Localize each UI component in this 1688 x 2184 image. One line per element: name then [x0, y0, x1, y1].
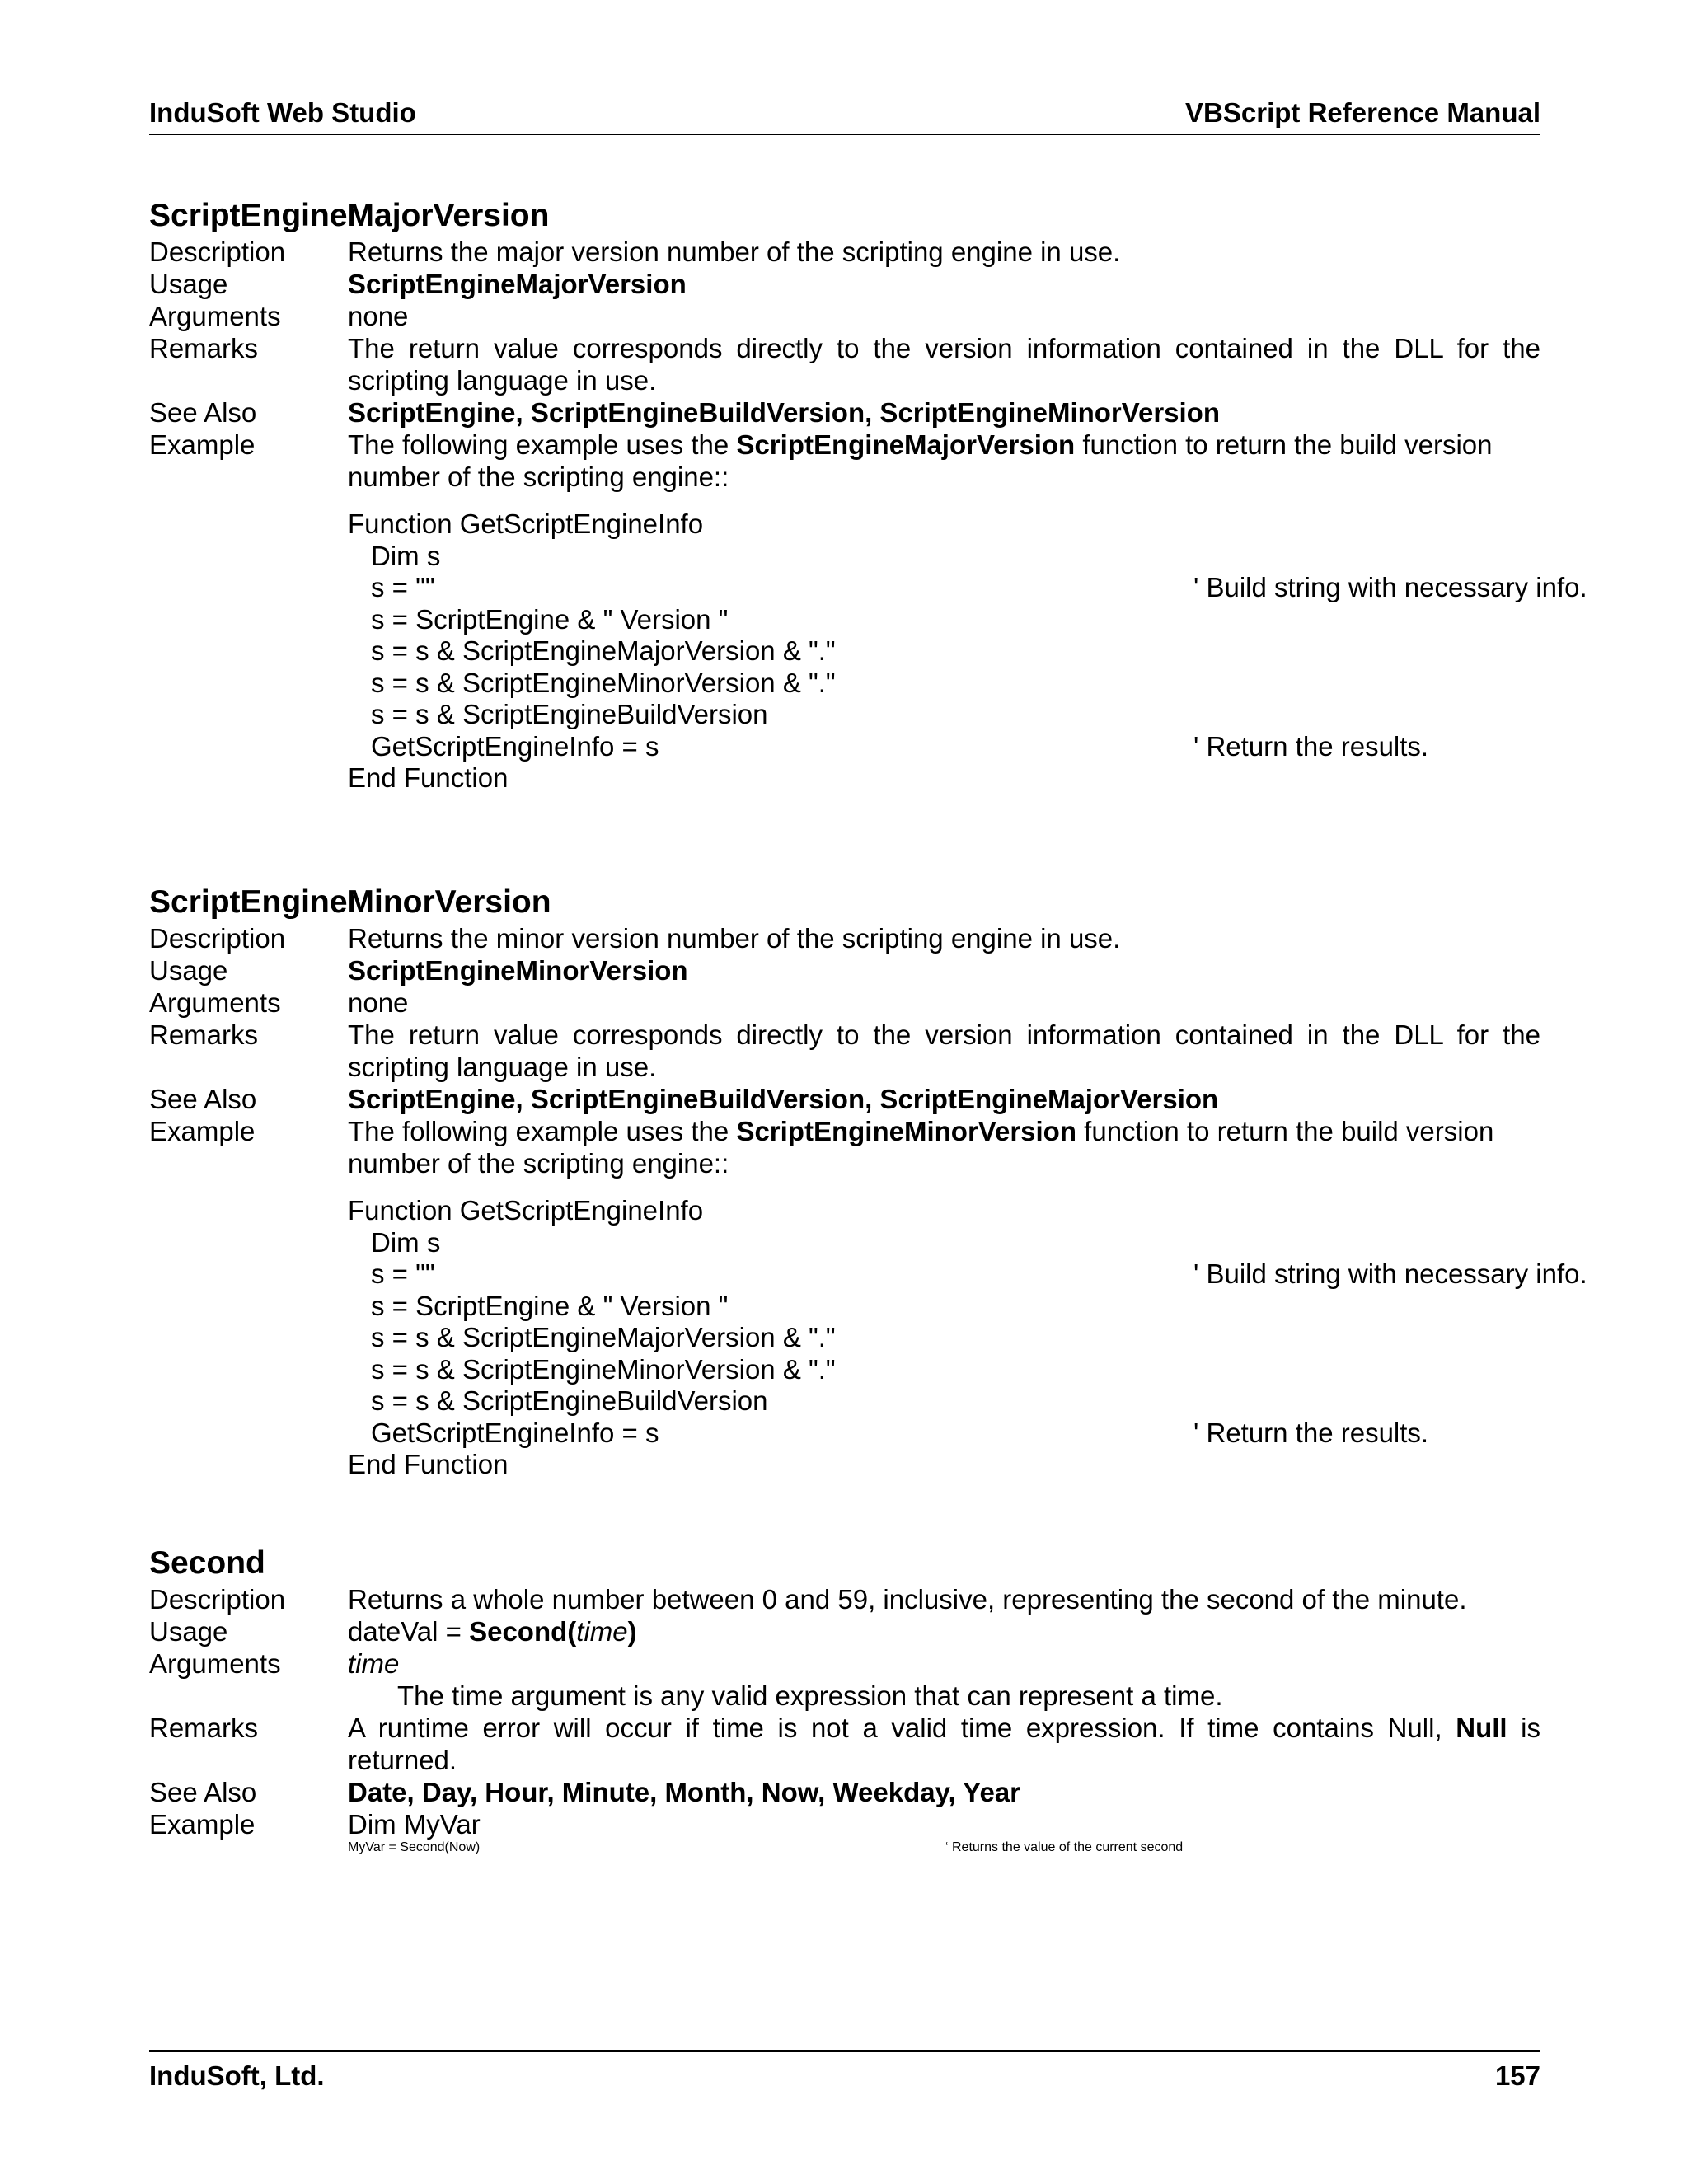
example-line: Dim MyVar [348, 1809, 481, 1840]
section-title: ScriptEngineMajorVersion [149, 198, 550, 233]
header-manual-title: VBScript Reference Manual [1185, 97, 1540, 128]
usage-label: Usage [149, 955, 228, 986]
usage-function: Second( [469, 1616, 577, 1647]
section-second [149, 1544, 1540, 1872]
remarks-label: Remarks [149, 1019, 259, 1050]
arguments-label: Arguments [149, 1648, 281, 1679]
arguments-row [149, 987, 1540, 1019]
usage-prefix: dateVal = [348, 1616, 470, 1647]
section-title: ScriptEngineMinorVersion [149, 884, 551, 920]
arguments-row [149, 1647, 1540, 1680]
example-intro [348, 1115, 1540, 1179]
usage-row [149, 268, 1540, 300]
remarks-null: Null [1456, 1713, 1507, 1743]
argument-description-row [149, 1680, 1540, 1712]
usage-argument: time [576, 1616, 628, 1647]
code-line: s = s & ScriptEngineMinorVersion & "." [371, 1353, 836, 1385]
example-row [149, 1808, 1540, 1840]
code-line: GetScriptEngineInfo = s ' Return the results. [371, 730, 1429, 762]
usage-text: ScriptEngineMinorVersion [348, 955, 688, 986]
usage-close-paren: ) [627, 1616, 637, 1647]
remarks-row [149, 332, 1540, 396]
example-code-line [149, 1840, 1540, 1872]
usage-row [149, 1615, 1540, 1647]
example-row [149, 429, 1540, 493]
usage-label: Usage [149, 1616, 228, 1647]
code-line: Dim s [371, 540, 441, 571]
section-scriptenginemajorversion [149, 196, 1587, 794]
code-line: s = "" ' Build string with necessary info. [371, 572, 1587, 602]
usage-text [348, 1615, 1540, 1647]
remarks-label: Remarks [149, 333, 259, 363]
example-comment: ‘ Returns the value of the current second [945, 1840, 1184, 1854]
example-row [149, 1115, 1540, 1179]
usage-label: Usage [149, 269, 228, 299]
example-intro [348, 429, 1540, 493]
usage-text: ScriptEngineMajorVersion [348, 269, 687, 299]
example-intro-post: function to return the build version number of the scripting engine:: [348, 429, 1493, 492]
remarks-text: The return value corresponds directly to the version information contained in the DLL for the scripting language in use. [348, 1019, 1540, 1082]
argument-name: time [348, 1648, 400, 1679]
description-label: Description [149, 1584, 286, 1615]
code-line: GetScriptEngineInfo = s ' Return the results. [371, 1417, 1429, 1448]
page-header [149, 97, 1540, 135]
code-line: s = s & ScriptEngineBuildVersion [371, 699, 768, 729]
example-intro-function: ScriptEngineMajorVersion [736, 429, 1076, 460]
example-intro-pre: The following example uses the [348, 429, 737, 460]
code-line: s = s & ScriptEngineMajorVersion & "." [371, 635, 836, 666]
code-line: s = s & ScriptEngineMajorVersion & "." [371, 1322, 836, 1352]
description-text: Returns the major version number of the scripting engine in use. [348, 237, 1121, 267]
see-also-links[interactable]: ScriptEngine, ScriptEngineBuildVersion, ScriptEngineMinorVersion [348, 397, 1220, 428]
section-scriptengineminorversion [149, 883, 1587, 1481]
example-label: Example [149, 1809, 256, 1840]
code-line: Dim s [371, 1226, 441, 1258]
page-number: 157 [1494, 2060, 1540, 2091]
see-also-links[interactable]: Date, Day, Hour, Minute, Month, Now, Weekday, Year [348, 1777, 1021, 1807]
description-text: Returns the minor version number of the scripting engine in use. [348, 923, 1121, 954]
arguments-label: Arguments [149, 987, 281, 1018]
see-also-row [149, 1776, 1540, 1808]
example-intro-function: ScriptEngineMinorVersion [736, 1116, 1077, 1146]
arguments-row [149, 300, 1540, 332]
remarks-post: is returned. [348, 1713, 1541, 1775]
code-comment: ' Build string with necessary info. [1193, 1258, 1587, 1289]
code-line: Function GetScriptEngineInfo [348, 1195, 704, 1226]
code-line: End Function [348, 1449, 509, 1479]
code-comment: ' Build string with necessary info. [1193, 572, 1587, 602]
code-line: s = ScriptEngine & " Version " [371, 1290, 729, 1321]
code-comment: ' Return the results. [1193, 1417, 1429, 1448]
header-product-name: InduSoft Web Studio [149, 97, 416, 128]
code-comment: ' Return the results. [1193, 730, 1429, 762]
remarks-text [348, 1712, 1540, 1776]
see-also-label: See Also [149, 1084, 257, 1114]
code-line: End Function [348, 762, 509, 793]
description-text: Returns a whole number between 0 and 59, inclusive, representing the second of the minute. [348, 1584, 1467, 1615]
arguments-label: Arguments [149, 301, 281, 331]
usage-row [149, 954, 1540, 987]
example-intro-post: function to return the build version number of the scripting engine:: [348, 1116, 1494, 1179]
see-also-row [149, 1083, 1540, 1115]
footer-company: InduSoft, Ltd. [149, 2060, 325, 2091]
description-row [149, 922, 1540, 954]
remarks-row [149, 1712, 1540, 1776]
description-label: Description [149, 237, 286, 267]
description-row [149, 236, 1540, 268]
arguments-text: none [348, 301, 409, 331]
arguments-text: none [348, 987, 409, 1018]
remarks-pre: A runtime error will occur if time is not a valid time expression. If time contains Null, [348, 1713, 1456, 1743]
see-also-links[interactable]: ScriptEngine, ScriptEngineBuildVersion, ScriptEngineMajorVersion [348, 1084, 1219, 1114]
see-also-label: See Also [149, 1777, 257, 1807]
section-title: Second [149, 1545, 265, 1581]
argument-description: The time argument is any valid expression that can represent a time. [397, 1680, 1223, 1711]
code-block [348, 1195, 1587, 1481]
code-line: s = "" ' Build string with necessary info. [371, 1258, 1587, 1289]
description-row [149, 1583, 1540, 1615]
see-also-label: See Also [149, 397, 257, 428]
remarks-label: Remarks [149, 1713, 259, 1743]
remarks-row [149, 1019, 1540, 1083]
code-line: Function GetScriptEngineInfo [348, 509, 704, 539]
remarks-text: The return value corresponds directly to the version information contained in the DLL for the scripting language in use. [348, 333, 1540, 396]
page-footer [149, 2050, 1540, 2091]
code-line: s = ScriptEngine & " Version " [371, 603, 729, 635]
example-label: Example [149, 429, 256, 460]
example-intro-pre: The following example uses the [348, 1116, 737, 1146]
description-label: Description [149, 923, 286, 954]
code-line: s = s & ScriptEngineBuildVersion [371, 1385, 768, 1416]
example-label: Example [149, 1116, 256, 1146]
code-line: s = s & ScriptEngineMinorVersion & "." [371, 667, 836, 698]
code-block [348, 509, 1587, 794]
see-also-row [149, 396, 1540, 429]
example-statement: MyVar = Second(Now) [348, 1840, 481, 1854]
